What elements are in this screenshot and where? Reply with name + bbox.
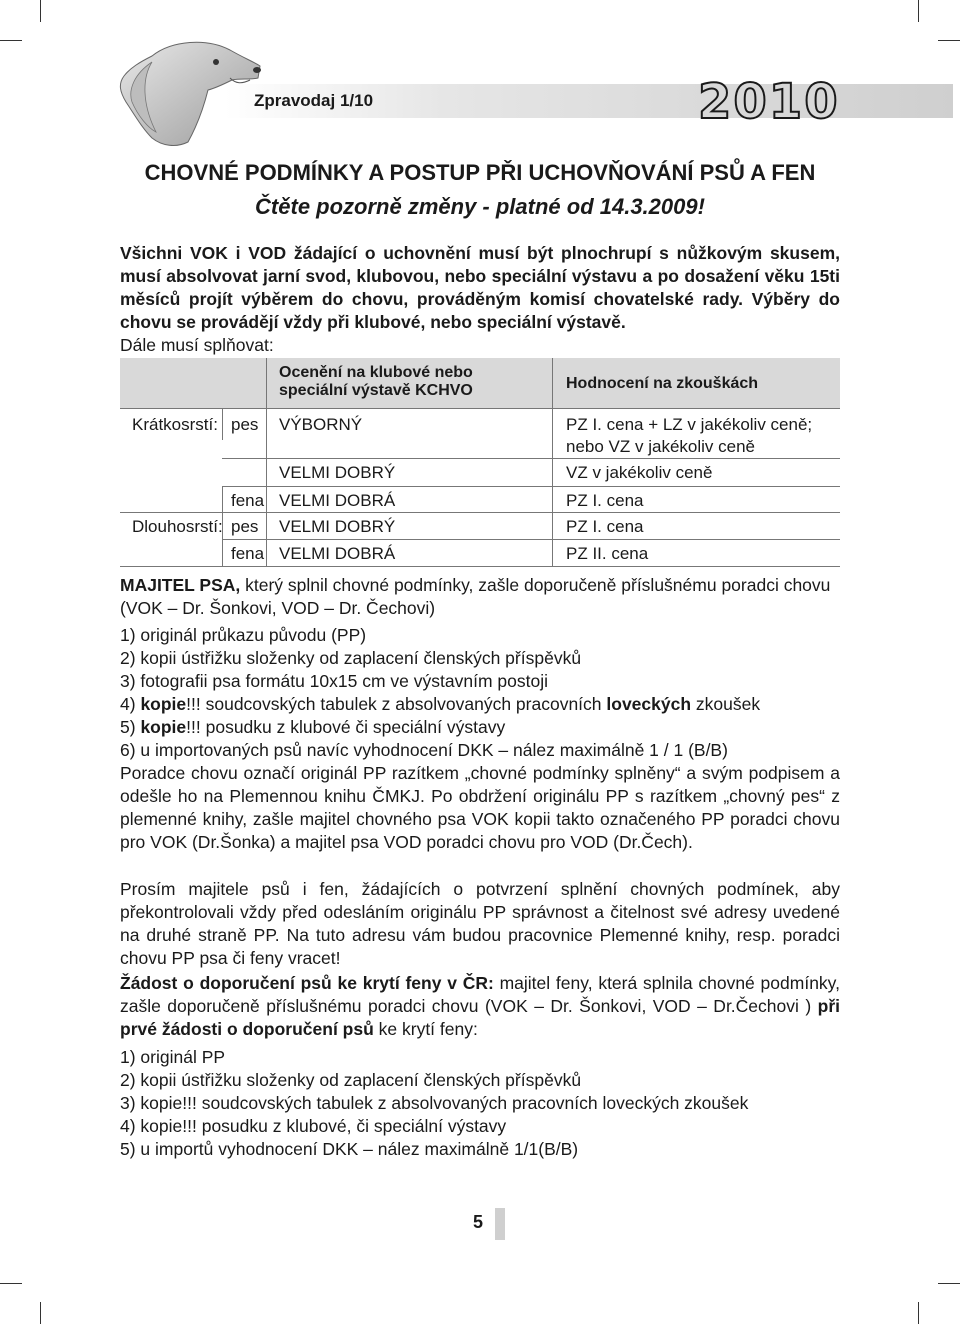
table-vline bbox=[222, 408, 223, 440]
crop-mark bbox=[0, 1283, 22, 1284]
crop-mark bbox=[40, 1302, 41, 1324]
table-cell-show: VELMI DOBRÁ bbox=[279, 544, 396, 563]
table-cell-sex: pes bbox=[231, 415, 259, 434]
table-cell-sex: fena bbox=[231, 544, 265, 563]
female-text: majitel feny, která splnila chovné podmínky, zašle doporučeně příslušnému poradci chovu (VOK – Dr. Šonkovi, VOD – Dr.Čechovi ) bbox=[120, 973, 840, 1016]
table-header-exam: Hodnocení na zkouškách bbox=[566, 375, 759, 392]
list-text: !!! posudku z klubové či speciální výstavy bbox=[186, 717, 506, 737]
list-item: 3) kopie!!! soudcovských tabulek z absolvovaných pracovních loveckých zkoušek bbox=[120, 1093, 749, 1113]
crop-mark bbox=[918, 0, 919, 22]
page-title: CHOVNÉ PODMÍNKY A POSTUP PŘI UCHOVŇOVÁNÍ PSŮ A FEN bbox=[144, 160, 816, 185]
female-text-end: ke krytí feny: bbox=[373, 1019, 478, 1039]
list-item: 6) u importovaných psů navíc vyhodnocení DKK – nález maximálně 1 / 1 (B/B) bbox=[120, 740, 728, 760]
table-cell-exam: PZ II. cena bbox=[566, 544, 649, 563]
list-num: 5) bbox=[120, 717, 141, 737]
crop-mark bbox=[918, 1302, 919, 1324]
crop-mark bbox=[0, 40, 22, 41]
list-bold: loveckých bbox=[606, 694, 692, 714]
advisor-paragraph: Poradce chovu označí originál PP razítkem „chovné podmínky splněny“ a svým podpisem a odešle ho na Plemennou knihu ČMKJ. Po obdržení originálu PP s razítkem „chovný pes“ z plemenné knihy, zašle majitel chovného psa VOK kopii takto označeného PP poradci chovu pro VOK (Dr.Šonka) a majitel psa VOD poradci chovu pro VOD (Dr.Čech). bbox=[120, 763, 840, 852]
table-hline bbox=[120, 566, 840, 567]
owner-paragraph bbox=[120, 574, 840, 620]
table-cell-show: VELMI DOBRÝ bbox=[279, 517, 396, 536]
list-item: 3) fotografii psa formátu 10x15 cm ve výstavním postoji bbox=[120, 671, 548, 691]
table-cell-exam: nebo VZ v jakékoliv ceně bbox=[566, 437, 755, 456]
list-num: 4) bbox=[120, 694, 141, 714]
page-number-bar bbox=[495, 1208, 505, 1240]
dog-head-icon bbox=[112, 32, 262, 150]
list-bold: kopie bbox=[140, 717, 187, 737]
list-item: 5) u importů vyhodnocení DKK – nález maximálně 1/1(B/B) bbox=[120, 1139, 579, 1159]
page-subtitle: Čtěte pozorně změny - platné od 14.3.2009! bbox=[255, 194, 705, 219]
issue-label: Zpravodaj 1/10 bbox=[254, 91, 374, 110]
table-cell-exam: PZ I. cena bbox=[566, 517, 644, 536]
required-documents-list bbox=[120, 624, 840, 762]
list-item: 2) kopii ústřižku složenky od zaplacení členských příspěvků bbox=[120, 648, 582, 668]
list-item bbox=[120, 716, 840, 739]
female-bold-heading: Žádost o doporučení psů ke krytí feny v ČR: bbox=[120, 973, 494, 993]
crop-mark bbox=[938, 1283, 960, 1284]
table-vline bbox=[266, 358, 267, 566]
table-hline bbox=[222, 458, 840, 459]
intro-paragraph: Všichni VOK i VOD žádající o uchovnění musí být plnochrupí s nůžkovým skusem, musí absolvovat jarní svod, klubovou, nebo speciální výstavu a po dosažení věku 15ti měsíců projít výběrem do chovu, prováděným komisí chovatelské rady. Výběry do chovu se provádějí vždy při klubové, nebo speciální výstavě. bbox=[120, 243, 840, 332]
list-item bbox=[120, 693, 840, 716]
owner-bold: MAJITEL PSA, bbox=[120, 575, 241, 595]
table-header-show: Ocenění na klubové nebo speciální výstavě KCHVO bbox=[279, 364, 473, 399]
list-item: 2) kopii ústřižku složenky od zaplacení členských příspěvků bbox=[120, 1070, 582, 1090]
table-cell-sex: fena bbox=[231, 491, 265, 510]
table-cell-exam: PZ I. cena + LZ v jakékoliv ceně; bbox=[566, 415, 813, 434]
table-intro: Dále musí splňovat: bbox=[120, 335, 274, 355]
year-label: 2010 bbox=[698, 74, 840, 130]
request-paragraph: Prosím majitele psů i fen, žádajících o potvrzení splnění chovných podmínek, aby překontrolovali vždy před odesláním originálu PP správnost a čitelnost své adresy uvedené na druhé straně PP. Na tuto adresu vám budou pracovnice Plemenné knihy, resp. poradci chovu PP psa či feny vracet! bbox=[120, 879, 840, 968]
crop-mark bbox=[40, 0, 41, 22]
crop-mark bbox=[938, 40, 960, 41]
table-cell-show: VELMI DOBRÁ bbox=[279, 491, 396, 510]
table-cell-show: VELMI DOBRÝ bbox=[279, 463, 396, 482]
female-bold: při prvé žádosti o doporučení psů bbox=[120, 996, 840, 1039]
table-cell-exam: PZ I. cena bbox=[566, 491, 644, 510]
list-text: zkoušek bbox=[691, 694, 761, 714]
table-hline bbox=[120, 408, 840, 409]
list-bold: kopie bbox=[140, 694, 187, 714]
list-item: 4) kopie!!! posudku z klubové, či speciální výstavy bbox=[120, 1116, 507, 1136]
table-cell-exam: VZ v jakékoliv ceně bbox=[566, 463, 713, 482]
list-text: !!! soudcovských tabulek z absolvovaných pracovních bbox=[186, 694, 607, 714]
page-number: 5 bbox=[473, 1212, 484, 1232]
table-hline bbox=[120, 512, 840, 513]
table-cell-coat: Dlouhosrstí: bbox=[132, 517, 223, 536]
list-item: 1) originál průkazu původu (PP) bbox=[120, 625, 367, 645]
list-item: 1) originál PP bbox=[120, 1047, 226, 1067]
female-documents-list bbox=[120, 1046, 840, 1161]
table-cell-sex: pes bbox=[231, 517, 259, 536]
table-hline bbox=[222, 486, 840, 487]
table-hline bbox=[222, 539, 840, 540]
female-paragraph bbox=[120, 972, 840, 1041]
table-cell-show: VÝBORNÝ bbox=[279, 415, 363, 434]
table-cell-coat: Krátkosrstí: bbox=[132, 415, 218, 434]
table-vline bbox=[552, 358, 553, 566]
owner-text: který splnil chovné podmínky, zašle doporučeně příslušnému poradci chovu (VOK – Dr. Šonkovi, VOD – Dr. Čechovi) bbox=[120, 575, 831, 618]
